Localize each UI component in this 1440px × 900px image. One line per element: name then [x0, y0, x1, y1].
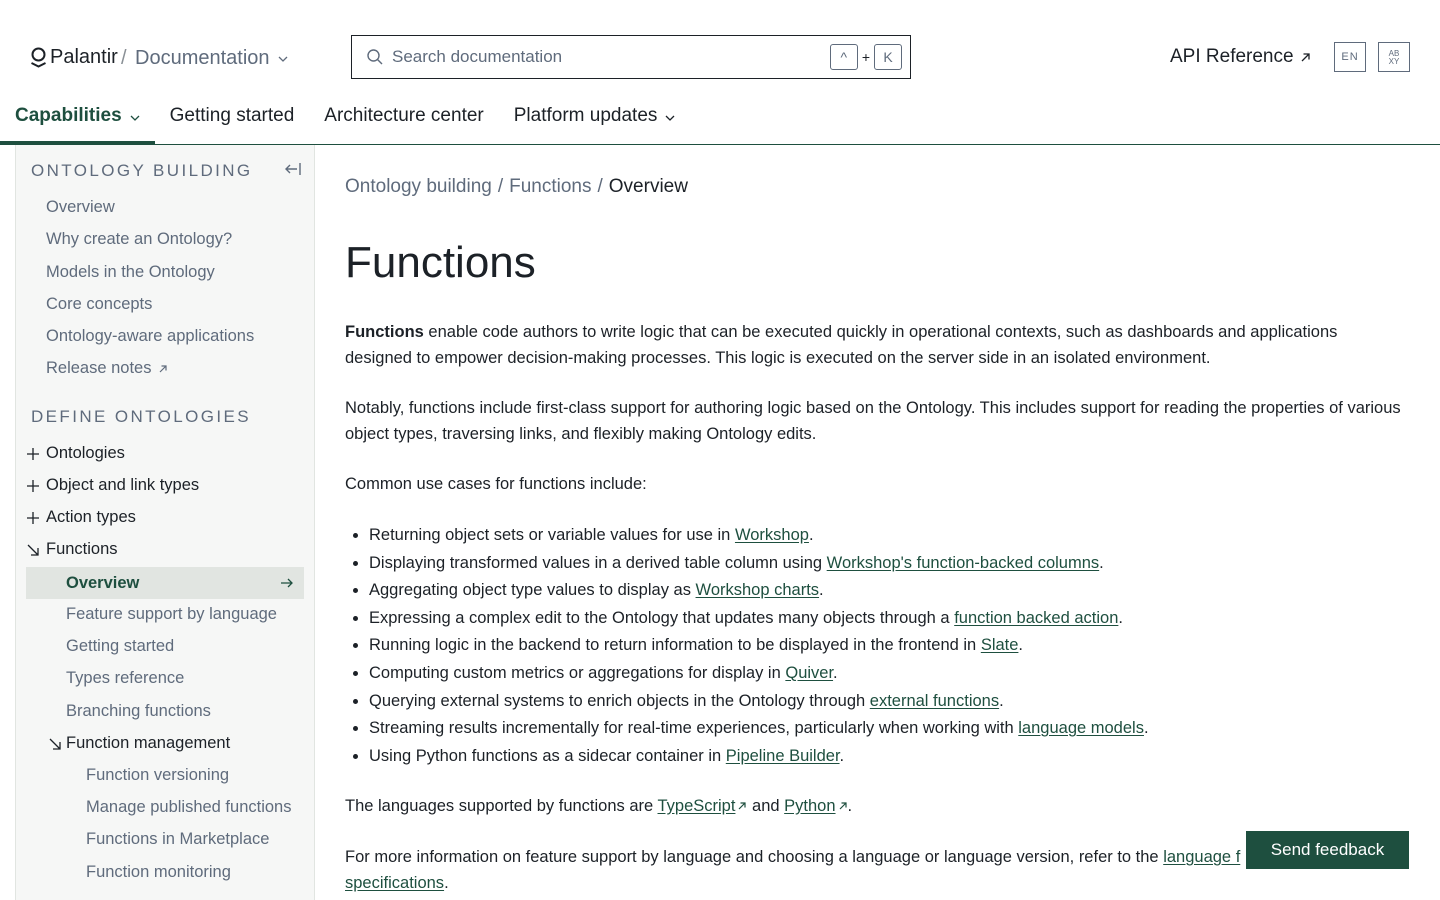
- expand-plus-icon[interactable]: [26, 479, 40, 493]
- use-cases-list: [369, 522, 1409, 770]
- shortcut-modifier-key: ^: [830, 44, 858, 70]
- use-cases-intro: Common use cases for functions include:: [345, 475, 647, 493]
- list-item-text: Running logic in the backend to return information to be displayed in the frontend in: [369, 636, 981, 655]
- list-item: [369, 550, 1409, 578]
- svg-text:AB: AB: [1388, 49, 1400, 58]
- workshop-link[interactable]: Workshop: [734, 526, 809, 544]
- sidebar-item-release-notes[interactable]: [46, 359, 168, 378]
- intro-bold: Functions: [345, 323, 424, 341]
- tab-label: Capabilities: [15, 105, 122, 126]
- sidebar-item-function-monitoring[interactable]: Function monitoring: [86, 863, 231, 881]
- list-item-punct: .: [819, 581, 824, 600]
- tab-architecture-center[interactable]: [309, 100, 498, 145]
- sidebar-section-title: DEFINE ONTOLOGIES: [31, 407, 251, 426]
- svg-text:XY: XY: [1388, 57, 1400, 66]
- top-navigation-bar: [0, 0, 1440, 145]
- sidebar-item-feature-support[interactable]: Feature support by language: [66, 605, 277, 623]
- list-item-punct: .: [1099, 553, 1104, 572]
- sidebar-item-label: Release notes: [46, 359, 152, 377]
- logo-text: Palantir: [50, 46, 118, 68]
- font-size-icon: [1384, 47, 1404, 67]
- list-item-punct: .: [999, 691, 1004, 710]
- languages-text: The languages supported by functions are: [345, 797, 658, 815]
- sidebar-item-functions-marketplace[interactable]: Functions in Marketplace: [86, 830, 270, 848]
- tab-capabilities[interactable]: [0, 100, 155, 145]
- sidebar-item-models[interactable]: Models in the Ontology: [46, 263, 215, 281]
- list-item-punct: .: [839, 746, 845, 765]
- primary-tabs: [0, 100, 690, 145]
- external-link-icon: [158, 364, 168, 374]
- sidebar-item-function-management[interactable]: Function management: [66, 734, 231, 752]
- pipeline-builder-link[interactable]: Pipeline Builder: [725, 746, 840, 765]
- breadcrumb-link[interactable]: Ontology building: [345, 176, 492, 197]
- sidebar-item-functions[interactable]: Functions: [46, 540, 118, 558]
- sidebar-item-ontology-aware-apps[interactable]: Ontology-aware applications: [46, 327, 255, 345]
- intro-text: enable code authors to write logic that can be executed quickly in operational contexts, such as dashboards and applications designed to empower decision-making processes. This logic is executed on the server side in an isolated environment.: [345, 323, 1338, 367]
- font-size-button[interactable]: [1378, 42, 1410, 72]
- palantir-logo-icon: [30, 47, 47, 69]
- tab-getting-started[interactable]: [155, 100, 310, 145]
- page-title: Functions: [345, 238, 536, 287]
- send-feedback-button[interactable]: Send feedback: [1246, 831, 1409, 869]
- sidebar-item-action-types[interactable]: Action types: [46, 508, 136, 526]
- sidebar-item-object-link-types[interactable]: Object and link types: [46, 476, 200, 494]
- sidebar-item-branching-functions[interactable]: Branching functions: [66, 702, 211, 720]
- list-item-text: Querying external systems to enrich objects in the Ontology through: [369, 691, 870, 710]
- chevron-down-icon: [130, 113, 140, 123]
- list-item-text: Streaming results incrementally for real-time experiences, particularly when working with: [369, 719, 1019, 738]
- list-item-punct: .: [1143, 719, 1149, 738]
- list-item-text: Using Python functions as a sidecar container in: [369, 746, 726, 765]
- list-item: [369, 605, 1409, 633]
- arrow-right-icon: [280, 577, 294, 589]
- languages-punct: .: [847, 797, 853, 815]
- list-item: [369, 715, 1409, 743]
- typescript-label: TypeScript: [657, 797, 736, 815]
- link-part-1: language f: [1163, 848, 1241, 866]
- sidebar-item-manage-published[interactable]: Manage published functions: [86, 798, 292, 816]
- list-item-text: Aggregating object type values to display as: [369, 581, 696, 600]
- language-button[interactable]: EN: [1334, 42, 1366, 72]
- sidebar-item-why-create-ontology[interactable]: Why create an Ontology?: [46, 230, 233, 248]
- expand-plus-icon[interactable]: [26, 511, 40, 525]
- list-item: [369, 660, 1409, 688]
- sidebar-item-ontologies[interactable]: Ontologies: [46, 444, 125, 462]
- languages-paragraph: [345, 793, 1405, 819]
- external-link-icon: [838, 801, 848, 811]
- list-item-punct: .: [808, 526, 814, 544]
- sidebar-navigation: [15, 145, 315, 900]
- chevron-down-icon: [665, 113, 675, 123]
- external-functions-link[interactable]: external functions: [869, 691, 1000, 710]
- search-icon: [366, 48, 384, 66]
- breadcrumb-separator: /: [497, 176, 504, 197]
- function-backed-columns-link[interactable]: Workshop's function-backed columns: [826, 553, 1100, 572]
- list-item-text: Displaying transformed values in a derived table column using: [369, 553, 827, 572]
- more-info-punct: .: [444, 874, 449, 892]
- breadcrumb-link[interactable]: Functions: [509, 176, 592, 197]
- sidebar-item-types-reference[interactable]: Types reference: [66, 669, 185, 687]
- sidebar-item-function-versioning[interactable]: Function versioning: [86, 766, 230, 784]
- list-item-punct: .: [1118, 608, 1123, 627]
- ontology-paragraph: Notably, functions include first-class support for authoring logic based on the Ontology. This includes support for reading the properties of various object types, traversing links, and flexibly making Ontology edits.: [345, 399, 1401, 443]
- breadcrumb: [345, 176, 688, 198]
- list-item: [369, 522, 1409, 550]
- api-reference-link[interactable]: [1170, 46, 1311, 68]
- sidebar-item-functions-overview[interactable]: [26, 567, 304, 599]
- languages-and: and: [747, 797, 785, 815]
- documentation-menu-label: Documentation: [135, 47, 270, 69]
- expanded-arrow-icon[interactable]: [48, 737, 62, 751]
- list-item-punct: .: [833, 663, 838, 682]
- sidebar-item-functions-getting-started[interactable]: Getting started: [66, 637, 175, 655]
- list-item: [369, 577, 1409, 605]
- python-label: Python: [784, 797, 836, 815]
- header-separator: /: [121, 47, 127, 69]
- shortcut-k-key: K: [874, 44, 902, 70]
- sidebar-section-title: ONTOLOGY BUILDING: [31, 161, 253, 180]
- tab-label: Architecture center: [324, 105, 484, 126]
- tab-label: Platform updates: [513, 105, 658, 126]
- documentation-menu[interactable]: [135, 47, 288, 70]
- list-item: [369, 743, 1409, 771]
- typescript-link[interactable]: [658, 797, 748, 815]
- sidebar-item-core-concepts[interactable]: Core concepts: [46, 295, 153, 313]
- slate-link[interactable]: Slate: [980, 636, 1019, 655]
- api-reference-label: API Reference: [1170, 46, 1294, 67]
- function-backed-action-link[interactable]: function backed action: [954, 608, 1119, 627]
- workshop-charts-link[interactable]: Workshop charts: [695, 581, 820, 600]
- chevron-down-icon: [278, 54, 288, 64]
- language-models-link[interactable]: language models: [1018, 719, 1144, 738]
- tab-platform-updates[interactable]: [499, 100, 691, 145]
- sidebar-item-overview[interactable]: Overview: [46, 198, 115, 216]
- expanded-arrow-icon[interactable]: [26, 543, 40, 557]
- sidebar-item-label: Overview: [66, 573, 140, 592]
- external-link-icon: [737, 801, 747, 811]
- palantir-logo[interactable]: [30, 46, 118, 69]
- search-box[interactable]: [351, 35, 911, 79]
- search-input[interactable]: [392, 47, 830, 67]
- list-item-text: Expressing a complex edit to the Ontology that updates many objects through a: [369, 608, 955, 627]
- python-link[interactable]: [784, 797, 847, 815]
- list-item: [369, 632, 1409, 660]
- breadcrumb-current: Overview: [608, 176, 688, 197]
- list-item: [369, 688, 1409, 716]
- link-part-2: specifications: [345, 874, 445, 892]
- breadcrumb-separator: /: [597, 176, 603, 197]
- intro-paragraph: [345, 319, 1405, 371]
- collapse-sidebar-icon[interactable]: [283, 159, 303, 179]
- external-link-icon: [1300, 52, 1311, 63]
- quiver-link[interactable]: Quiver: [785, 663, 834, 682]
- expand-plus-icon[interactable]: [26, 447, 40, 461]
- shortcut-plus: +: [861, 49, 870, 65]
- list-item-text: Computing custom metrics or aggregations for display in: [369, 663, 786, 682]
- list-item-text: Returning object sets or variable values for use in: [369, 526, 735, 544]
- list-item-punct: .: [1018, 636, 1024, 655]
- tab-label: Getting started: [169, 105, 295, 126]
- more-info-text: For more information on feature support by language and choosing a language or language version, refer to the: [345, 848, 1164, 866]
